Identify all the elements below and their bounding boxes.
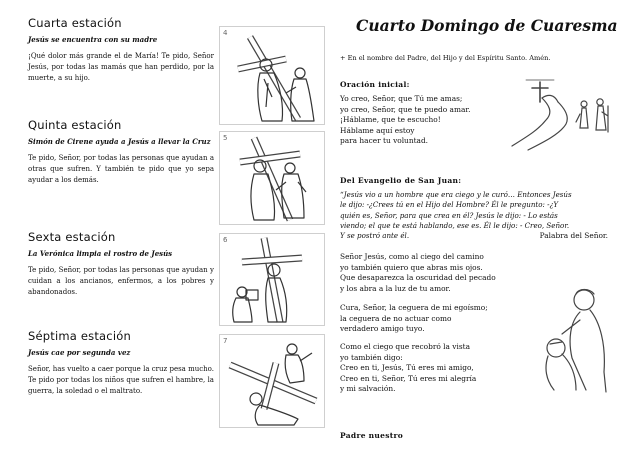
station-text: Señor, has vuelto a caer porque la cruz pesa mucho. Te pido por todas los niños que sufren el hambre, la guerra, la soledad o el maltrato. bbox=[28, 365, 214, 395]
station-4 bbox=[28, 16, 214, 84]
station-text: ¡Qué dolor más grande el de María! Te pido, Señor Jesús, por todas las mamás que han perdido, por la muerte, a su hijo. bbox=[28, 52, 214, 82]
jesus-meets-mother-drawing bbox=[220, 27, 324, 124]
station-7-illustration bbox=[219, 334, 325, 428]
station-subtitle: Simón de Cirene ayuda a Jesús a llevar la Cruz bbox=[28, 137, 211, 146]
station-title: Séptima estación bbox=[28, 329, 131, 343]
path-to-cross-illustration bbox=[508, 76, 618, 154]
reflection-1 bbox=[340, 252, 540, 294]
station-subtitle: Jesús se encuentra con su madre bbox=[28, 35, 158, 44]
word-of-the-lord: Palabra del Señor. bbox=[539, 231, 608, 241]
veronica-wipes-face-drawing bbox=[220, 234, 324, 325]
reflection-line: la ceguera de no actuar como bbox=[340, 313, 452, 323]
jesus-heals-blind-man-illustration bbox=[540, 282, 626, 394]
reflection-line: y mi salvación. bbox=[340, 384, 396, 394]
reflection-line: y los abra a la luz de tu amor. bbox=[340, 283, 451, 293]
road-and-cross-drawing bbox=[508, 76, 618, 154]
healing-blind-man-drawing bbox=[540, 282, 626, 394]
opening-prayer bbox=[340, 80, 500, 147]
station-6-illustration bbox=[219, 233, 325, 326]
reflection-line: Cura, Señor, la ceguera de mi egoísmo; bbox=[340, 303, 488, 312]
gospel-line: le dijo: -¿Crees tú en el Hijo del Hombre? Él le pregunto: -¿Y bbox=[340, 200, 559, 210]
station-title: Quinta estación bbox=[28, 118, 122, 132]
station-6 bbox=[28, 230, 214, 298]
station-title: Cuarta estación bbox=[28, 16, 122, 30]
prayer-line: para hacer tu voluntad. bbox=[340, 136, 429, 146]
station-7 bbox=[28, 329, 214, 397]
reflection-2 bbox=[340, 303, 540, 335]
page-title: Cuarto Domingo de Cuaresma bbox=[356, 16, 618, 35]
prayer-line: Háblame aquí estoy bbox=[340, 125, 415, 135]
reflection-line: Como el ciego que recobró la vista bbox=[340, 342, 471, 351]
station-number: 7 bbox=[223, 337, 228, 345]
reflection-line: Señor Jesús, como al ciego del camino bbox=[340, 252, 484, 261]
gospel-line: viendo; el que te está hablando, ese es. Él le dijo: - Creo, Señor. bbox=[340, 220, 570, 230]
station-title: Sexta estación bbox=[28, 230, 116, 244]
simon-helps-jesus-drawing bbox=[220, 132, 324, 224]
prayer-line: Yo creo, Señor, que Tú me amas; bbox=[340, 94, 463, 103]
gospel-heading: Del Evangelio de San Juan: bbox=[340, 176, 462, 185]
gospel-line: quién es, Señor, para que crea en él? Jesús le dijo: - Lo estás bbox=[340, 210, 558, 220]
station-text: Te pido, Señor, por todas las personas que ayudan y cuidan a los ancianos, enfermos, a los pobres y abandonados. bbox=[28, 266, 214, 296]
station-number: 4 bbox=[223, 29, 228, 37]
closing-prayer: Padre nuestro bbox=[340, 431, 404, 440]
jesus-falls-second-time-drawing bbox=[220, 335, 324, 427]
reflection-line: verdadero amigo tuyo. bbox=[340, 324, 425, 334]
reflection-3 bbox=[340, 342, 540, 395]
station-number: 6 bbox=[223, 236, 228, 244]
reflection-line: yo también digo: bbox=[340, 352, 403, 362]
reflection-line: Creo en ti, Jesús, Tú eres mi amigo, bbox=[340, 363, 474, 373]
reflection-line: Creo en ti, Señor, Tú eres mi alegría bbox=[340, 373, 477, 383]
gospel-reading bbox=[340, 176, 608, 242]
station-subtitle: Jesús cae por segunda vez bbox=[28, 348, 131, 357]
station-5 bbox=[28, 118, 214, 186]
gospel-line: Y se postró ante él. bbox=[340, 231, 410, 241]
sign-of-cross-line: + En el nombre del Padre, del Hijo y del Espíritu Santo. Amén. bbox=[340, 54, 551, 62]
station-5-illustration bbox=[219, 131, 325, 225]
reflection-line: yo también quiero que abras mis ojos. bbox=[340, 262, 483, 272]
station-text: Te pido, Señor, por todas las personas que ayudan a otras que sufren. Y también te pido que yo sepa ayudar a los demás. bbox=[28, 154, 214, 184]
prayer-line: yo creo, Señor, que te puedo amar. bbox=[340, 104, 471, 114]
gospel-line: “Jesús vio a un hombre que era ciego y le curó… Entonces Jesús bbox=[340, 190, 572, 199]
reflection-line: Que desaparezca la oscuridad del pecado bbox=[340, 273, 496, 283]
station-4-illustration bbox=[219, 26, 325, 125]
prayer-line: ¡Háblame, que te escucho! bbox=[340, 115, 441, 125]
opening-prayer-heading: Oración inicial: bbox=[340, 80, 410, 89]
station-number: 5 bbox=[223, 134, 228, 142]
station-subtitle: La Verónica limpia el rostro de Jesús bbox=[28, 249, 173, 258]
